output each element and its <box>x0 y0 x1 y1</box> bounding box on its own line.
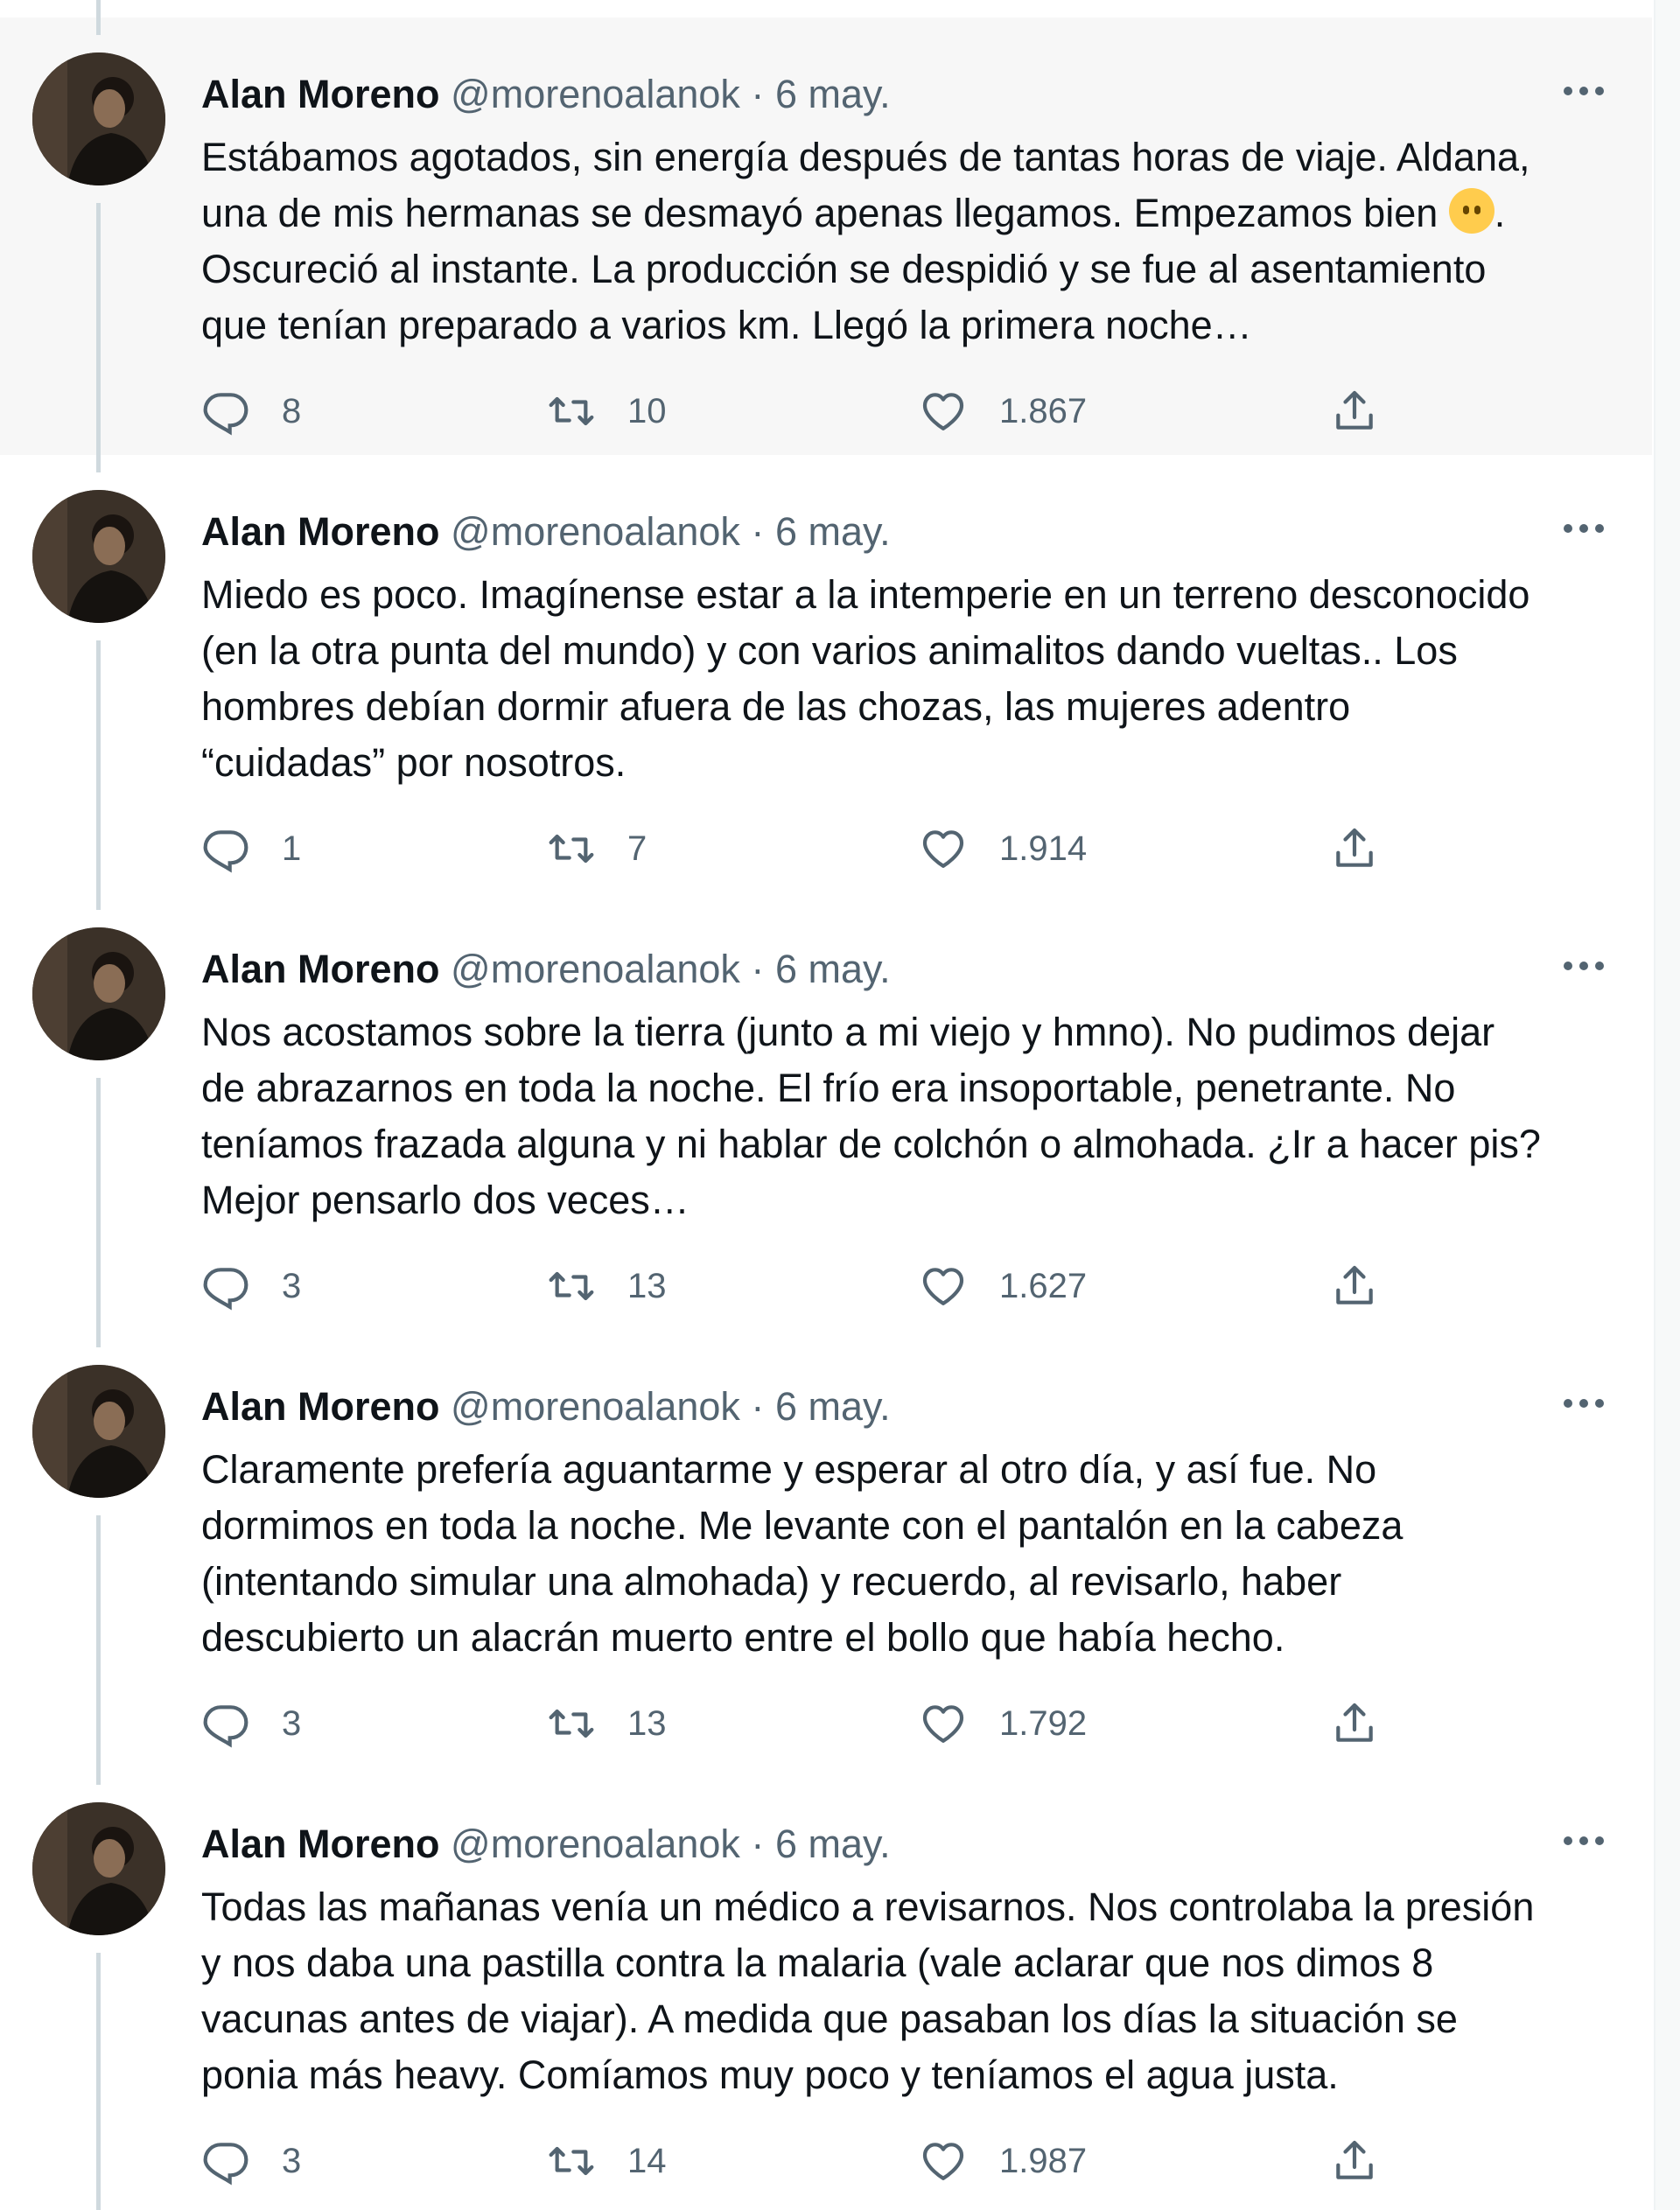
author-name[interactable]: Alan Moreno <box>201 947 440 991</box>
tweet-text-line: ponia más heavy. Comíamos muy poco y teníamos el agua justa. <box>201 2053 1339 2097</box>
avatar[interactable] <box>32 490 165 623</box>
retweet-button[interactable] <box>547 1260 667 1312</box>
reply-button[interactable] <box>201 822 301 875</box>
author-handle[interactable]: @morenoalanok <box>451 72 740 116</box>
separator-dot: · <box>751 1384 765 1429</box>
avatar[interactable] <box>32 1802 165 1935</box>
tweet-text-line: Estábamos agotados, sin energía después de tantas horas de viaje. Aldana, <box>201 135 1530 179</box>
retweet-icon <box>547 387 596 436</box>
like-button[interactable] <box>919 1697 1087 1750</box>
share-icon <box>1330 824 1379 873</box>
tweet-text-line: de abrazarnos en toda la noche. El frío era insoportable, penetrante. No <box>201 1066 1456 1110</box>
tweet-date[interactable]: 6 may. <box>774 72 891 116</box>
reply-button[interactable] <box>201 1260 301 1312</box>
like-count: 1.867 <box>999 391 1088 430</box>
tweet-header <box>201 1382 891 1431</box>
share-icon <box>1330 2137 1379 2186</box>
retweet-count: 13 <box>627 1266 667 1305</box>
author-name[interactable]: Alan Moreno <box>201 1384 440 1429</box>
thread-connector <box>96 1953 101 2210</box>
share-button[interactable] <box>1330 2135 1379 2187</box>
like-button[interactable] <box>919 385 1087 437</box>
retweet-button[interactable] <box>547 2135 667 2187</box>
avatar[interactable] <box>32 52 165 185</box>
like-count: 1.792 <box>999 1703 1088 1743</box>
share-icon <box>1330 1699 1379 1748</box>
reply-button[interactable] <box>201 2135 301 2187</box>
share-icon <box>1330 387 1379 436</box>
tweet-actions <box>201 1260 1444 1312</box>
tweet-actions <box>201 2135 1444 2187</box>
avatar[interactable] <box>32 927 165 1060</box>
tweet-text <box>201 1879 1619 2103</box>
like-button[interactable] <box>919 822 1087 875</box>
tweet-text <box>201 1442 1619 1666</box>
reply-icon <box>201 1262 250 1311</box>
tweet-header <box>201 945 891 994</box>
share-icon <box>1330 1262 1379 1311</box>
tweet-date[interactable]: 6 may. <box>774 1822 891 1866</box>
tweet-text-line: (en la otra punta del mundo) y con varios animalitos dando vueltas.. Los <box>201 628 1458 673</box>
retweet-count: 10 <box>627 391 667 430</box>
tweet-text-line: que tenían preparado a varios km. Llegó la primera noche… <box>201 303 1252 347</box>
share-button[interactable] <box>1330 385 1379 437</box>
reply-icon <box>201 1699 250 1748</box>
more-options-icon[interactable] <box>1558 1823 1610 1858</box>
separator-dot: · <box>751 72 765 116</box>
page-gutter <box>1654 0 1680 2210</box>
tweet-text <box>201 129 1619 353</box>
thread-connector <box>96 1078 101 1347</box>
retweet-count: 7 <box>627 829 648 868</box>
tweet-text-line: Todas las mañanas venía un médico a revisarnos. Nos controlaba la presión <box>201 1885 1535 1929</box>
retweet-button[interactable] <box>547 822 647 875</box>
tweet-header <box>201 70 891 119</box>
heart-icon <box>919 2137 968 2186</box>
reply-icon <box>201 387 250 436</box>
tweet-header <box>201 507 891 556</box>
author-name[interactable]: Alan Moreno <box>201 1822 440 1866</box>
tweet-text-fragment: . <box>1494 191 1506 235</box>
thread-connector <box>96 0 101 35</box>
separator-dot: · <box>751 509 765 554</box>
tweet-text-line: dormimos en toda la noche. Me levante con el pantalón en la cabeza <box>201 1503 1404 1548</box>
tweet-header <box>201 1820 891 1869</box>
like-count: 1.914 <box>999 829 1088 868</box>
tweet-text-line: Nos acostamos sobre la tierra (junto a mi viejo y hmno). No pudimos dejar <box>201 1010 1495 1054</box>
more-options-icon[interactable] <box>1558 1386 1610 1421</box>
retweet-icon <box>547 824 596 873</box>
tweet-text-line: hombres debían dormir afuera de las chozas, las mujeres adentro <box>201 684 1351 729</box>
tweet-text-fragment: una de mis hermanas se desmayó apenas llegamos. Empezamos bien <box>201 191 1449 235</box>
tweet[interactable] <box>0 1767 1652 2205</box>
tweet-text-line: Mejor pensarlo dos veces… <box>201 1178 690 1222</box>
heart-icon <box>919 387 968 436</box>
tweet-text-line: teníamos frazada alguna y ni hablar de colchón o almohada. ¿Ir a hacer pis? <box>201 1122 1541 1166</box>
author-name[interactable]: Alan Moreno <box>201 72 440 116</box>
tweet-actions <box>201 822 1444 875</box>
tweet-date[interactable]: 6 may. <box>774 509 891 554</box>
share-button[interactable] <box>1330 822 1379 875</box>
like-button[interactable] <box>919 1260 1087 1312</box>
more-options-icon[interactable] <box>1558 511 1610 546</box>
retweet-count: 13 <box>627 1703 667 1743</box>
tweet-text-line: Miedo es poco. Imagínense estar a la intemperie en un terreno desconocido <box>201 572 1530 617</box>
tweet[interactable] <box>0 1330 1652 1767</box>
avatar[interactable] <box>32 1365 165 1498</box>
retweet-icon <box>547 2137 596 2186</box>
tweet[interactable] <box>0 455 1652 892</box>
reply-count: 3 <box>282 1266 302 1305</box>
author-name[interactable]: Alan Moreno <box>201 509 440 554</box>
tweet-date[interactable]: 6 may. <box>774 1384 891 1429</box>
retweet-button[interactable] <box>547 1697 667 1750</box>
tweet-text-line: vacunas antes de viajar). A medida que pasaban los días la situación se <box>201 1997 1458 2041</box>
tweet-text-line: “cuidadas” por nosotros. <box>201 740 626 785</box>
author-handle[interactable]: @morenoalanok <box>451 1384 740 1429</box>
tweet-text-line: y nos daba una pastilla contra la malaria (vale aclarar que nos dimos 8 <box>201 1941 1434 1985</box>
reply-count: 1 <box>282 829 302 868</box>
reply-button[interactable] <box>201 385 301 437</box>
retweet-count: 14 <box>627 2141 667 2180</box>
tweet-text <box>201 567 1619 791</box>
neutral-face-emoji-icon <box>1449 188 1494 234</box>
reply-count: 3 <box>282 2141 302 2180</box>
tweet-text-line: Oscureció al instante. La producción se despidió y se fue al asentamiento <box>201 247 1487 291</box>
more-options-icon[interactable] <box>1558 73 1610 108</box>
tweet[interactable] <box>0 17 1652 455</box>
thread-connector <box>96 640 101 910</box>
author-handle[interactable]: @morenoalanok <box>451 947 740 991</box>
tweet-text-line <box>201 185 1619 241</box>
tweet-text <box>201 1004 1619 1228</box>
thread-connector <box>96 203 101 472</box>
like-count: 1.627 <box>999 1266 1088 1305</box>
like-count: 1.987 <box>999 2141 1088 2180</box>
tweet-text-line: (intentando simular una almohada) y recuerdo, al revisarlo, haber <box>201 1559 1342 1604</box>
retweet-button[interactable] <box>547 385 667 437</box>
tweet-text-line: Claramente prefería aguantarme y esperar al otro día, y así fue. No <box>201 1447 1377 1492</box>
tweet-text-line: descubierto un alacrán muerto entre el bollo que había hecho. <box>201 1615 1285 1660</box>
separator-dot: · <box>751 1822 765 1866</box>
heart-icon <box>919 1262 968 1311</box>
reply-button[interactable] <box>201 1697 301 1750</box>
reply-count: 3 <box>282 1703 302 1743</box>
tweet-actions <box>201 385 1444 437</box>
author-handle[interactable]: @morenoalanok <box>451 1822 740 1866</box>
separator-dot: · <box>751 947 765 991</box>
heart-icon <box>919 1699 968 1748</box>
heart-icon <box>919 824 968 873</box>
thread-connector <box>96 1515 101 1785</box>
reply-icon <box>201 824 250 873</box>
retweet-icon <box>547 1699 596 1748</box>
more-options-icon[interactable] <box>1558 948 1610 983</box>
tweet[interactable] <box>0 892 1652 1330</box>
share-button[interactable] <box>1330 1260 1379 1312</box>
retweet-icon <box>547 1262 596 1311</box>
author-handle[interactable]: @morenoalanok <box>451 509 740 554</box>
reply-icon <box>201 2137 250 2186</box>
tweet-actions <box>201 1697 1444 1750</box>
reply-count: 8 <box>282 391 302 430</box>
like-button[interactable] <box>919 2135 1087 2187</box>
share-button[interactable] <box>1330 1697 1379 1750</box>
tweet-date[interactable]: 6 may. <box>774 947 891 991</box>
